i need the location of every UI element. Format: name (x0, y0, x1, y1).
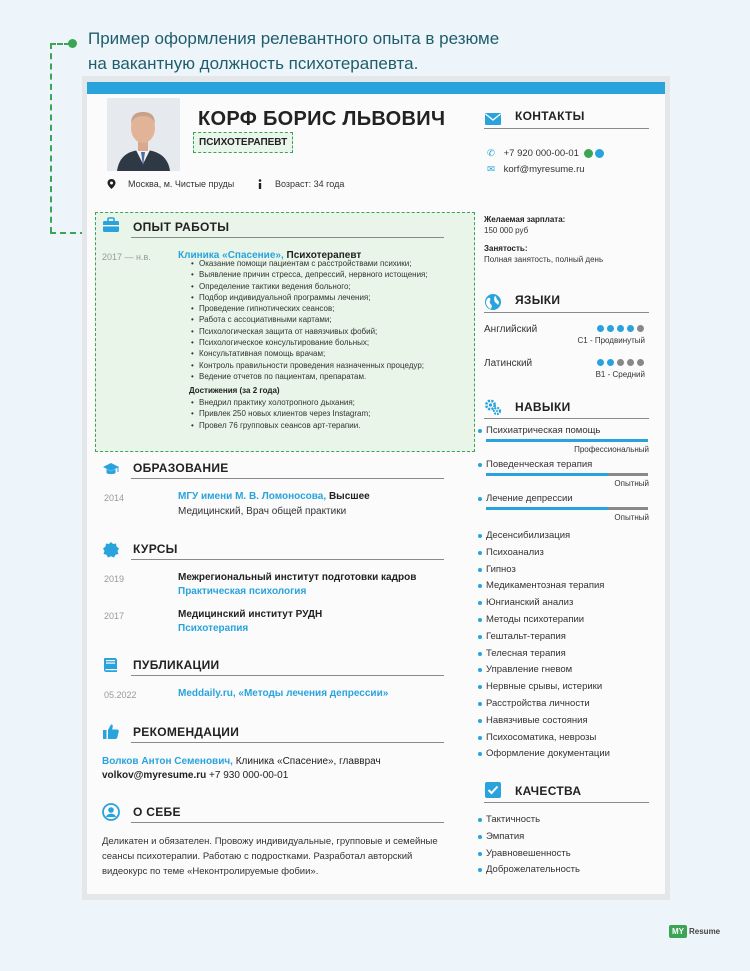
list-item: • Контроль правильности проведения назначенных процедур; (191, 360, 428, 371)
list-item: • Привлек 250 новых клиентов через Instagram; (191, 408, 370, 419)
briefcase-icon (102, 216, 120, 234)
achievements-list (191, 397, 370, 431)
list-item: • Определение тактики ведения больного; (191, 281, 428, 292)
envelope-icon (484, 110, 502, 128)
achievements-title: Достижения (за 2 года) (189, 386, 280, 395)
recommendation-phone: +7 930 000-00-01 (209, 770, 289, 781)
logo-resume: Resume (689, 927, 721, 936)
resume-top-bar (87, 82, 665, 94)
skill-item: Навязчивые состояния (486, 714, 588, 726)
course-org (178, 609, 322, 620)
caption-line-1: Пример оформления релевантного опыта в резюме (88, 29, 500, 48)
recommendation-name: Волков Антон Семенович, (102, 756, 233, 767)
position-title: ПСИХОТЕРАПЕВТ (193, 132, 293, 153)
skill-item: Психосоматика, неврозы (486, 731, 597, 743)
language-rating (597, 325, 644, 332)
publication-link[interactable]: Meddaily.ru, «Методы лечения депрессии» (178, 688, 389, 699)
email-row (487, 164, 585, 175)
section-divider (131, 675, 444, 676)
section-divider (131, 237, 444, 238)
resume-paper (87, 82, 665, 894)
recommendation-email[interactable]: volkov@myresume.ru (102, 770, 207, 781)
education-title (178, 491, 370, 502)
rating-dot (597, 325, 604, 332)
skill-item: Телесная терапия (486, 647, 566, 659)
skill-level: Опытный (614, 513, 649, 522)
section-divider (484, 128, 649, 129)
age-text: Возраст: 34 года (275, 179, 345, 189)
skill-name: Лечение депрессии (486, 493, 573, 504)
telegram-icon[interactable] (595, 149, 604, 158)
rating-dot (617, 359, 624, 366)
user-circle-icon (102, 803, 120, 821)
gears-icon (484, 398, 502, 416)
section-divider (484, 802, 649, 803)
quality-item: Уравновешенность (486, 847, 571, 859)
recommendation-details: Клиника «Спасение», главврач (235, 756, 381, 767)
phone-row (487, 148, 604, 159)
salary-value: 150 000 руб (484, 226, 529, 235)
course-org-name: Межрегиональный институт подготовки кадров (178, 572, 417, 583)
list-item: • Провел 76 групповых сеансов арт-терапии. (191, 420, 370, 431)
recommendation-contact (102, 770, 288, 781)
employment-value: Полная занятость, полный день (484, 255, 604, 264)
rating-dot (627, 325, 634, 332)
rating-dot (637, 359, 644, 366)
profile-photo (107, 98, 180, 171)
duties-list (191, 258, 428, 382)
about-text: Деликатен и обязателен. Провожу индивидуальные, групповые и семейные сеансы психотерапии. Работаю с подростками. Разработал авторский видеокурс по теме «Неконтролируемые фобии». (102, 836, 438, 877)
skill-level-bar (486, 507, 648, 510)
phone-number[interactable]: +7 920 000-00-01 (503, 148, 579, 159)
education-level: Высшее (328, 491, 370, 502)
experience-date: 2017 — н.в. (102, 252, 151, 262)
section-divider (484, 312, 649, 313)
skill-item: Десенсибилизация (486, 530, 571, 541)
language-name: Английский (484, 324, 538, 335)
email-address[interactable]: korf@myresume.ru (503, 164, 585, 175)
course-date: 2019 (104, 574, 125, 584)
logo-my: MY (669, 925, 687, 938)
list-item: • Консультативная помощь врачам; (191, 348, 428, 359)
section-divider (484, 418, 649, 419)
skill-level-bar-rest (608, 507, 649, 510)
skill-name: Психиатрическая помощь (486, 425, 601, 436)
salary-label-text: Желаемая зарплата: (484, 215, 566, 224)
education-details: Медицинский, Врач общей практики (178, 506, 347, 517)
salary-label (484, 215, 565, 224)
myresume-logo[interactable] (669, 925, 720, 938)
graduation-cap-icon (102, 460, 120, 478)
section-title-about: О СЕБЕ (133, 805, 181, 819)
skill-item: Нервные срывы, истерики (486, 681, 603, 693)
dashed-connector (50, 43, 70, 45)
section-title-education: ОБРАЗОВАНИЕ (133, 461, 229, 475)
book-icon (102, 656, 120, 674)
person-photo-icon (107, 98, 180, 171)
language-name: Латинский (484, 358, 533, 369)
skill-level-bar-rest (608, 473, 649, 476)
section-divider (131, 478, 444, 479)
experience-company: Клиника «Спасение», (178, 250, 284, 261)
quality-item: Тактичность (486, 814, 541, 825)
quality-item: Эмпатия (486, 830, 525, 842)
list-item: • Психологическая защита от навязчивых фобий; (191, 326, 428, 337)
section-title-skills: НАВЫКИ (515, 400, 571, 414)
course-org-name: Медицинский институт РУДН (178, 609, 323, 620)
location-text: Москва, м. Чистые пруды (128, 179, 235, 189)
employment-label (484, 244, 528, 253)
rating-dot (607, 359, 614, 366)
caption-line-2: на вакантную должность психотерапевта. (88, 54, 419, 73)
quality-item: Доброжелательность (486, 864, 580, 876)
education-school: МГУ имени М. В. Ломоносова, (178, 491, 327, 502)
skill-item: Гипноз (486, 563, 516, 575)
full-name: КОРФ БОРИС ЛЬВОВИЧ (198, 108, 446, 130)
thumbs-up-icon (102, 723, 120, 741)
education-date: 2014 (104, 493, 125, 503)
list-item: • Внедрил практику холотропного дыхания; (191, 397, 370, 408)
mail-icon: ✉ (487, 164, 495, 175)
skill-item: Гештальт-терапия (486, 630, 566, 642)
skill-item: Юнгианский анализ (486, 597, 574, 609)
rating-dot (617, 325, 624, 332)
course-date: 2017 (104, 611, 125, 621)
section-title-courses: КУРСЫ (133, 542, 178, 556)
skill-level: Профессиональный (574, 445, 649, 454)
age-row (257, 179, 344, 189)
language-rating (597, 359, 644, 366)
course-name (178, 586, 306, 597)
course-name-text: Психотерапия (178, 623, 249, 634)
skill-item: Управление гневом (486, 664, 573, 676)
course-name-text: Практическая психология (178, 586, 307, 597)
checkbox-icon (484, 781, 502, 799)
whatsapp-icon[interactable] (584, 149, 593, 158)
rating-dot (637, 325, 644, 332)
employment-label-text: Занятость: (484, 244, 528, 253)
section-divider (131, 559, 444, 560)
list-item: • Подбор индивидуальной программы лечения; (191, 292, 428, 303)
list-item: • Проведение гипнотических сеансов; (191, 303, 428, 314)
info-icon (257, 179, 263, 189)
course-org (178, 572, 416, 583)
publication-date: 05.2022 (104, 690, 137, 700)
course-name (178, 623, 248, 634)
section-title-recommendations: РЕКОМЕНДАЦИИ (133, 725, 240, 739)
list-item: • Оказание помощи пациентам с расстройствами психики; (191, 258, 428, 269)
skill-level-bar (486, 473, 648, 476)
section-title-languages: ЯЗЫКИ (515, 293, 561, 307)
list-item: • Психологическое консультирование больных; (191, 337, 428, 348)
skill-item: Оформление документации (486, 748, 610, 760)
skill-item: Методы психотерапии (486, 614, 585, 625)
skill-name: Поведенческая терапия (486, 459, 593, 470)
skill-item: Психоанализ (486, 546, 544, 558)
dashed-connector-vertical (50, 43, 52, 233)
section-title-qualities: КАЧЕСТВА (515, 784, 582, 798)
location-pin-icon (107, 179, 116, 189)
experience-role: Психотерапевт (286, 250, 362, 261)
globe-icon (484, 293, 502, 311)
publication-title[interactable] (178, 688, 388, 699)
skill-item: Медикаментозная терапия (486, 580, 605, 592)
list-item: • Выявление причин стресса, депрессий, нервного истощения; (191, 269, 428, 280)
section-title-experience: ОПЫТ РАБОТЫ (133, 220, 230, 234)
skill-item: Расстройства личности (486, 698, 590, 709)
recommendation-person (102, 756, 381, 767)
skill-level: Опытный (614, 479, 649, 488)
section-divider (131, 742, 444, 743)
list-item: • Работа с ассоциативными картами; (191, 314, 428, 325)
rating-dot (597, 359, 604, 366)
rating-dot (607, 325, 614, 332)
list-item: • Ведение отчетов по пациентам, препаратам. (191, 371, 428, 382)
language-level: B1 - Средний (595, 370, 645, 379)
section-divider (131, 822, 444, 823)
location-row (107, 179, 234, 189)
certificate-badge-icon (102, 541, 120, 559)
rating-dot (627, 359, 634, 366)
resume-sheet (82, 76, 670, 900)
section-title-publications: ПУБЛИКАЦИИ (133, 658, 220, 672)
skill-level-bar (486, 439, 648, 442)
caption-text (88, 26, 499, 76)
phone-icon: ✆ (487, 148, 495, 159)
section-title-contacts: КОНТАКТЫ (515, 109, 585, 123)
language-level: C1 - Продвинутый (577, 336, 645, 345)
